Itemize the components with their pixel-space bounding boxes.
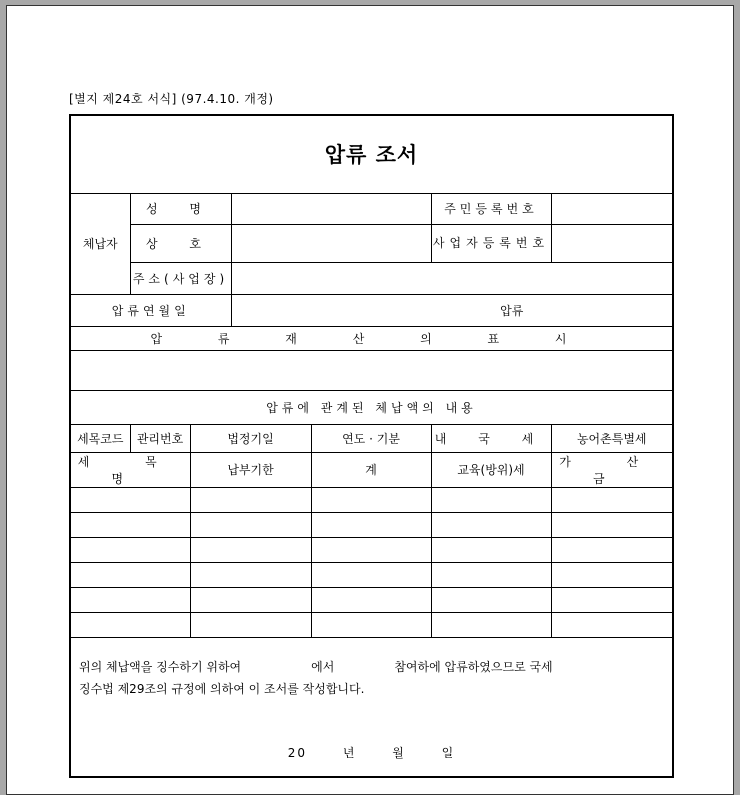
col-tax-code: 세목코드 (70, 424, 130, 452)
arrears-header-row-2 (70, 452, 673, 487)
notice-line1-c: 참여하에 압류하였으므로 국세 (394, 659, 553, 674)
seizure-record-form (69, 114, 674, 778)
col-rural-special-tax: 농어촌특별세 (551, 424, 673, 452)
name-value[interactable] (231, 193, 431, 224)
notice-line1-b: 에서 (311, 659, 335, 674)
table-row (70, 512, 673, 537)
table-row (70, 562, 673, 587)
col-legal-due-date: 법정기일 (190, 424, 311, 452)
resident-no-label: 주민등록번호 (431, 193, 551, 224)
col-education-tax: 교육(방위)세 (431, 452, 551, 487)
trade-name-value[interactable] (231, 224, 431, 262)
notice-line1-a: 위의 체납액을 징수하기 위하여 (79, 659, 242, 674)
form-code: [별지 제24호 서식] (97.4.10. 개정) (69, 92, 274, 106)
table-row (70, 587, 673, 612)
business-no-label: 사업자등록번호 (431, 224, 551, 262)
table-row (70, 487, 673, 512)
date-line: 20 년 월 일 (287, 745, 456, 760)
notice-line2: 징수법 제29조의 규정에 의하여 이 조서를 작성합니다. (79, 681, 365, 696)
seizure-suffix: 압류 (500, 303, 524, 318)
col-payment-deadline: 납부기한 (190, 452, 311, 487)
arrears-header-row-1 (70, 424, 673, 452)
col-total: 계 (311, 452, 431, 487)
address-value[interactable] (231, 262, 673, 294)
col-tax-item-name: 세 목 명 (70, 452, 190, 487)
property-description[interactable] (70, 350, 673, 390)
seizure-date-value[interactable] (231, 294, 673, 326)
col-penalty: 가 산 금 (551, 452, 673, 487)
property-header: 압 류 재 산 의 표 시 (70, 326, 673, 350)
table-row (70, 537, 673, 562)
form-title: 압류 조서 (70, 115, 673, 193)
table-row (70, 612, 673, 637)
business-no-value[interactable] (551, 224, 673, 262)
resident-no-value[interactable] (551, 193, 673, 224)
trade-name-label: 상 호 (130, 224, 231, 262)
document-page (6, 5, 734, 795)
address-label: 주소(사업장) (130, 262, 231, 294)
arrears-header: 압류에 관계된 체납액의 내용 (70, 390, 673, 424)
debtor-label: 체납자 (70, 193, 130, 294)
col-management-no: 관리번호 (130, 424, 190, 452)
notice-text (70, 637, 673, 777)
seizure-date-label: 압류연월일 (70, 294, 231, 326)
col-national-tax: 내 국 세 (431, 424, 551, 452)
name-label: 성 명 (130, 193, 231, 224)
col-year-period: 연도 · 기분 (311, 424, 431, 452)
